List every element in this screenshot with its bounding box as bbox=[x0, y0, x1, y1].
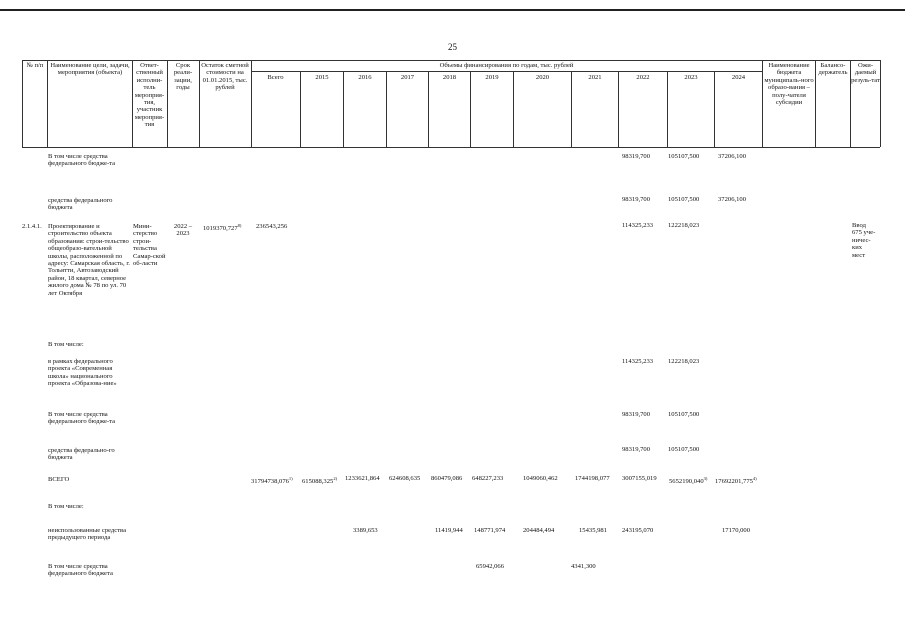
cell-2022: 114325,233 bbox=[622, 222, 654, 229]
header-total: Всего bbox=[267, 74, 284, 81]
header-year: 2024 bbox=[731, 74, 746, 81]
col-sep bbox=[513, 71, 514, 147]
col-sep bbox=[386, 71, 387, 147]
cell-total: 236543,256 bbox=[256, 223, 288, 230]
row-label: Проектирование и строительство объекта образования: строи-тельство общеобразо-вательной школы, расположенной по адресу: Самарская область, г. Тольятти, Автозаводский район, 18 квартал, северное жилого дома № 78 по ул. 70 лет Октября bbox=[48, 223, 130, 297]
header-top-line bbox=[22, 60, 880, 61]
cell-2024: 37206,100 bbox=[718, 153, 747, 160]
cell-2022: 98319,700 bbox=[622, 411, 651, 418]
cell-2022: 114325,233 bbox=[622, 358, 654, 365]
row-label: В том числе: bbox=[48, 503, 84, 510]
row-label: неиспользованные средства предыдущего периода bbox=[48, 527, 127, 542]
cell-total: 31794738,076$^{1)}$ bbox=[251, 476, 293, 486]
row-label: В том числе средства федерального бюдже-та bbox=[48, 411, 116, 426]
row-label: В том числе средства федерального бюдже-та bbox=[48, 153, 116, 168]
header-rest: Остаток сметной стоимости на 01.01.2015, тыс. рублей bbox=[201, 62, 249, 92]
row-label: средства федерально-го бюджета bbox=[48, 447, 115, 462]
row-label: В том числе: bbox=[48, 341, 84, 348]
cell-2021: 4341,300 bbox=[571, 563, 596, 570]
page-number: 25 bbox=[448, 42, 457, 52]
footnote-mark: 1) bbox=[288, 476, 293, 481]
row-label: В том числе средства федерального бюджета bbox=[48, 563, 113, 578]
header-responsible: Ответ-ственный исполни-тель мероприя-тия, участник мероприя-тия bbox=[134, 62, 165, 129]
header-year: 2021 bbox=[588, 74, 602, 81]
col-sep bbox=[618, 71, 619, 147]
col-sep bbox=[22, 60, 23, 147]
cell-2017: 624608,635 bbox=[389, 475, 421, 482]
footnote-mark: 8) bbox=[237, 223, 242, 228]
row-result: Ввод 675 уче-ничес-ких мест bbox=[852, 222, 876, 259]
cell-2018: 860479,086 bbox=[431, 475, 463, 482]
cell-2016: 3389,653 bbox=[353, 527, 378, 534]
header-year: 2018 bbox=[442, 74, 457, 81]
header-years-line bbox=[251, 71, 762, 72]
footnote-mark: 4) bbox=[752, 476, 757, 481]
cell-2024: 17170,000 bbox=[722, 527, 751, 534]
cell-2023: 105107,500 bbox=[668, 196, 700, 203]
cell-2024: 37206,100 bbox=[718, 196, 747, 203]
cell-2019: 648227,233 bbox=[472, 475, 504, 482]
cell-2018: 11419,944 bbox=[435, 527, 463, 534]
cell-2019: 148771,974 bbox=[474, 527, 506, 534]
footnote-mark: 3) bbox=[703, 476, 708, 481]
header-term: Срок реали-зации, годы bbox=[173, 62, 193, 92]
cell-2023: 122218,023 bbox=[668, 358, 700, 365]
row-label: ВСЕГО bbox=[48, 476, 70, 483]
header-year: 2022 bbox=[636, 74, 650, 81]
cell-2021: 1744198,077 bbox=[575, 475, 610, 482]
cell-2020: 1049060,462 bbox=[523, 475, 558, 482]
cell-2022: 98319,700 bbox=[622, 446, 651, 453]
cell-2016: 1233621,864 bbox=[345, 475, 380, 482]
col-sep bbox=[470, 71, 471, 147]
cell-2020: 204484,494 bbox=[523, 527, 555, 534]
row-rest: 1019370,727$^{8)}$ bbox=[203, 223, 242, 233]
col-sep bbox=[667, 71, 668, 147]
header-year: 2020 bbox=[535, 74, 550, 81]
header-bottom-line bbox=[22, 147, 880, 148]
header-result: Ожи-даемый резуль-тат bbox=[851, 62, 880, 84]
header-year: 2019 bbox=[485, 74, 499, 81]
row-label: средства федерального бюджета bbox=[48, 197, 113, 212]
top-rule bbox=[0, 9, 905, 11]
cell-2022: 98319,700 bbox=[622, 196, 651, 203]
header-year: 2015 bbox=[315, 74, 329, 81]
col-sep bbox=[428, 71, 429, 147]
cell-2023: 105107,500 bbox=[668, 411, 700, 418]
row-responsible: Мини-стерство строи-тельства Самар-ской об-ласти bbox=[133, 223, 166, 268]
cell-2015: 615088,325$^{2)}$ bbox=[302, 476, 338, 486]
cell-2023: 122218,023 bbox=[668, 222, 700, 229]
col-sep bbox=[300, 71, 301, 147]
cell-2022: 3007155,019 bbox=[622, 475, 657, 482]
cell-2022: 243195,070 bbox=[622, 527, 654, 534]
cell-2023: 5652190,040$^{3)}$ bbox=[669, 476, 708, 486]
header-holder: Балансо-держатель bbox=[818, 62, 848, 77]
row-number: 2.1.4.1. bbox=[22, 223, 42, 230]
header-year: 2017 bbox=[400, 74, 415, 81]
header-funding: Объемы финансирования по годам, тыс. рублей bbox=[439, 62, 574, 69]
cell-2023: 105107,500 bbox=[668, 446, 700, 453]
col-sep bbox=[47, 60, 48, 147]
cell-2021: 15435,981 bbox=[579, 527, 608, 534]
footnote-mark: 2) bbox=[333, 476, 338, 481]
cell-2019: 65942,066 bbox=[476, 563, 505, 570]
cell-2023: 105107,500 bbox=[668, 153, 700, 160]
header-num: № п/п bbox=[26, 62, 44, 69]
col-sep bbox=[571, 71, 572, 147]
row-label: в рамках федерального проекта «Современная школа» национального проекта «Образова-ние» bbox=[48, 358, 117, 388]
col-sep bbox=[343, 71, 344, 147]
header-name: Наименование цели, задачи, мероприятия (объекта) bbox=[50, 62, 130, 77]
cell-2024: 17692201,775$^{4)}$ bbox=[715, 476, 757, 486]
row-term: 2022 – 2023 bbox=[173, 223, 193, 238]
header-year: 2016 bbox=[358, 74, 372, 81]
header-budget: Наименование бюджета муниципаль-ного образо-вания – полу-чателя субсидии bbox=[764, 62, 814, 107]
cell-2022: 98319,700 bbox=[622, 153, 651, 160]
col-sep bbox=[880, 60, 881, 147]
header-year: 2023 bbox=[684, 74, 698, 81]
col-sep bbox=[714, 71, 715, 147]
